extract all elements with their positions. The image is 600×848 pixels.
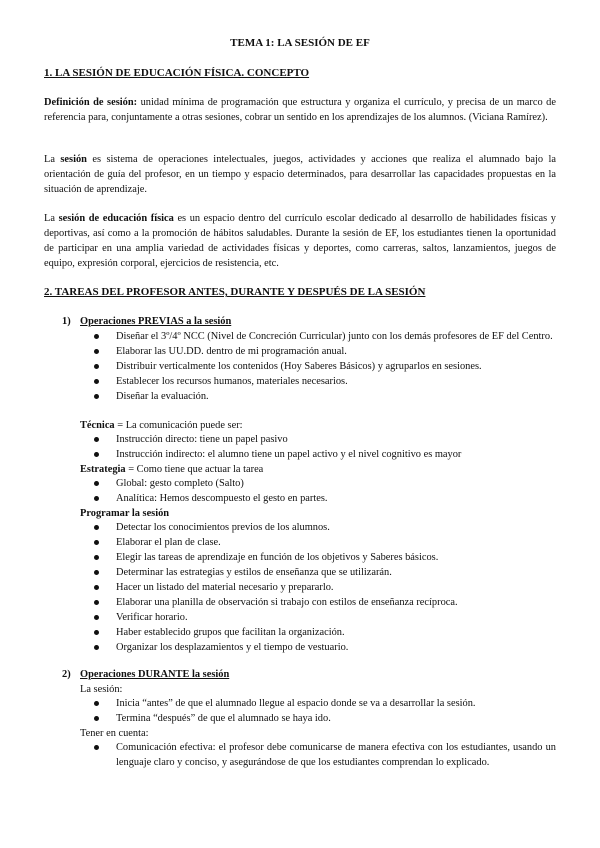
programar-term: Programar la sesión [80,508,170,519]
durante-heading [62,667,229,682]
list-item: Elaborar las UU.DD. dentro de mi programación anual. [80,344,556,359]
list-item: Distribuir verticalmente los contenidos (Hoy Saberes Básicos) y agruparlos en sesiones. [80,359,556,374]
tecnica-term: Técnica [80,420,115,431]
tener-list [80,740,556,770]
tener-label: Tener en cuenta: [80,728,149,739]
tecnica-label [80,418,243,433]
list-item: Determinar las estrategias y estilos de enseñanza que se utilizarán. [80,565,556,580]
list-item: Instrucción directo: tiene un papel pasivo [80,432,556,447]
pe-paragraph-prefix: La [44,213,59,224]
pe-session-text: es un espacio dentro del currículo escolar dedicado al desarrollo de habilidades físicas y deportivas, así como a la promoción de hábitos saludables. Durante la sesión de EF, los estudiantes tienen la oportunidad de participar en una amplia variedad de actividades físicas y deportes, como carreras, saltos, lanzamientos, juegos de equipo, expresión corporal, ejercicios de resistencia, etc. [44,213,556,269]
pe-session-paragraph [44,211,556,271]
durante-number: 2) [62,669,71,680]
list-item: Elaborar una planilla de observación si trabajo con estilos de enseñanza recíproca. [80,595,556,610]
list-item: Termina “después” de que el alumnado se haya ido. [80,711,556,726]
session-paragraph-text: es sistema de operaciones intelectuales, juegos, actividades y acciones que realiza el alumnado bajo la orientación de guía del profesor, en un tiempo y espacio determinados, para desarrollar las capacidades propuestas en la situación de aprendizaje. [44,154,556,195]
previas-list [80,329,556,404]
session-paragraph-prefix: La [44,154,61,165]
document-title: TEMA 1: LA SESIÓN DE EF [230,37,370,49]
durante-list [80,696,556,726]
list-item: Detectar los conocimientos previos de los alumnos. [80,520,556,535]
estrategia-label [80,462,263,477]
tecnica-text: = La comunicación puede ser: [114,420,243,431]
session-term: sesión [60,154,87,165]
programar-label [80,506,169,521]
section-2-heading: 2. TAREAS DEL PROFESOR ANTES, DURANTE Y DESPUÉS DE LA SESIÓN [44,286,426,298]
list-item: Verificar horario. [80,610,556,625]
section-1-heading: 1. LA SESIÓN DE EDUCACIÓN FÍSICA. CONCEPTO [44,67,310,79]
tecnica-list [80,432,556,462]
durante-title: Operaciones DURANTE la sesión [80,669,230,680]
session-paragraph [44,152,556,197]
list-item: Diseñar el 3º/4º NCC (Nivel de Concreción Curricular) junto con los demás profesores de EF del Centro. [80,329,556,344]
list-item: Diseñar la evaluación. [80,389,556,404]
list-item: Hacer un listado del material necesario y prepararlo. [80,580,556,595]
definition-paragraph [44,95,556,125]
previas-number: 1) [62,316,71,327]
programar-list [80,520,556,655]
list-item: Organizar los desplazamientos y el tiempo de vestuario. [80,640,556,655]
list-item: Global: gesto completo (Salto) [80,476,556,491]
list-item: Elegir las tareas de aprendizaje en función de los objetivos y Saberes básicos. [80,550,556,565]
durante-intro: La sesión: [80,684,123,695]
list-item: Establecer los recursos humanos, materiales necesarios. [80,374,556,389]
estrategia-text: = Como tiene que actuar la tarea [125,464,264,475]
previas-heading [62,314,231,329]
list-item: Comunicación efectiva: el profesor debe comunicarse de manera efectiva con los estudiantes, usando un lenguaje claro y conciso, y asegurándose de que los estudiantes comprendan lo explicado. [80,740,556,770]
estrategia-term: Estrategia [80,464,126,475]
definition-label: Definición de sesión: [44,97,138,108]
list-item: Inicia “antes” de que el alumnado llegue al espacio donde se va a desarrollar la sesión. [80,696,556,711]
definition-text: unidad mínima de programación que estructura y organiza el currículo, y precisa de un marco de referencia para, conjuntamente a otras sesiones, cobrar un sentido en los aprendizajes de los alumnos. (Viciana Ramírez). [44,97,556,123]
estrategia-list [80,476,556,506]
previas-title: Operaciones PREVIAS a la sesión [80,316,232,327]
list-item: Haber establecido grupos que facilitan la organización. [80,625,556,640]
list-item: Analítica: Hemos descompuesto el gesto en partes. [80,491,556,506]
pe-session-term: sesión de educación física [58,213,174,224]
list-item: Instrucción indirecto: el alumno tiene un papel activo y el nivel cognitivo es mayor [80,447,556,462]
list-item: Elaborar el plan de clase. [80,535,556,550]
